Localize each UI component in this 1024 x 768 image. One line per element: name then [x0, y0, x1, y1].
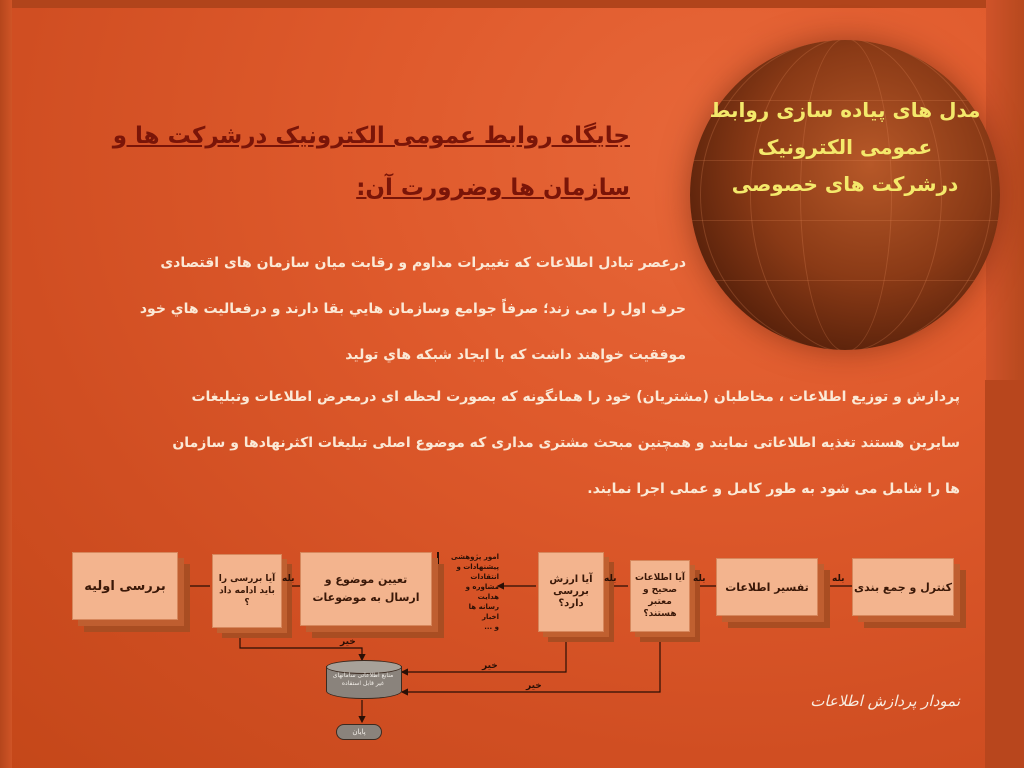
paragraph-1-line1: درعصر تبادل اطلاعات که تغییرات مداوم و رقابت میان سازمان های اقتصادی: [160, 255, 686, 271]
paragraph-2-line1: پردازش و توزیع اطلاعات ، مخاطبان (مشتریان) خود را همانگونه که بصورت لحظه ای درمعرض اطلاعات وتبلیغات: [191, 389, 960, 405]
flow-source-item: مشاوره و هدایت: [465, 583, 499, 601]
database-label: منابع اطلاعاتی سامانهای غیر قابل استفاده: [332, 672, 394, 687]
flow-step-interpret: [716, 558, 818, 616]
flow-label-yes: بله: [282, 574, 295, 584]
flow-decision-valid: [630, 560, 690, 632]
side-title-line3: درشرکت های خصوصی: [731, 172, 959, 196]
paragraph-2-line3: ها را شامل می شود به طور کامل و عملی اجرا نمایند.: [587, 481, 960, 497]
flow-decision-value-label: آیا ارزش بررسی دارد؟: [549, 574, 593, 609]
paragraph-1-line2: حرف اول را می زند؛ صرفاً جوامع وسازمان هايي بقا دارند و درفعاليت هاي خود: [139, 301, 686, 317]
flow-step-interpret-label: تفسیر اطلاعات: [725, 580, 809, 594]
flow-step-assign-label: تعیین موضوع و ارسال به موضوعات: [312, 573, 420, 604]
flow-source-item: و ...: [484, 623, 499, 631]
flow-source-item: اخبار: [482, 613, 499, 621]
flow-label-no: خیر: [340, 637, 356, 647]
flow-step-control-label: کنترل و جمع بندی: [854, 580, 952, 594]
flow-end-terminal: پایان: [336, 724, 382, 740]
flow-step-initial: [72, 552, 178, 620]
flow-label-no: خیر: [526, 681, 542, 691]
flow-decision-continue-label: آیا بررسی را باید ادامه داد ؟: [218, 574, 276, 608]
flow-step-assign: [300, 552, 432, 626]
flow-decision-value: [538, 552, 604, 632]
diagram-caption: نمودار پردازش اطلاعات: [810, 692, 960, 710]
flow-source-item: رسانه ها: [468, 603, 499, 611]
main-title-line2: سازمان ها وضرورت آن:: [356, 175, 630, 201]
flow-step-initial-label: بررسی اولیه: [84, 578, 166, 594]
side-title-line1: مدل های پیاده سازی روابط: [709, 98, 981, 122]
flow-source-item: پیشنهادات و انتقادات: [456, 563, 499, 581]
flow-source-item: امور پژوهشی: [451, 553, 499, 561]
flow-label-yes: بله: [604, 574, 617, 584]
flow-step-control: [852, 558, 954, 616]
paragraph-1-line3: موفقيت خواهند داشت که با ايجاد شبکه هاي توليد: [345, 347, 686, 363]
database-icon: [326, 660, 400, 700]
flow-label-yes: بله: [693, 574, 706, 584]
flow-label-yes: بله: [832, 574, 845, 584]
flow-decision-valid-label: آیا اطلاعات صحیح و معتبر هستند؟: [635, 573, 685, 619]
flow-label-no: خیر: [482, 661, 498, 671]
paragraph-2-line2: سایرین هستند تغذیه اطلاعاتی نمایند و همچنین مبحث مشتری مداری که موضوع اصلی تبلیغات اکثرنهادها و سازمان: [172, 435, 960, 451]
flow-source-list: [437, 552, 499, 630]
side-title-line2: عمومی الکترونیک: [757, 135, 933, 159]
flow-decision-continue: [212, 554, 282, 628]
main-title-line1: جایگاه روابط عمومی الکترونیک درشرکت ها و: [112, 123, 630, 149]
